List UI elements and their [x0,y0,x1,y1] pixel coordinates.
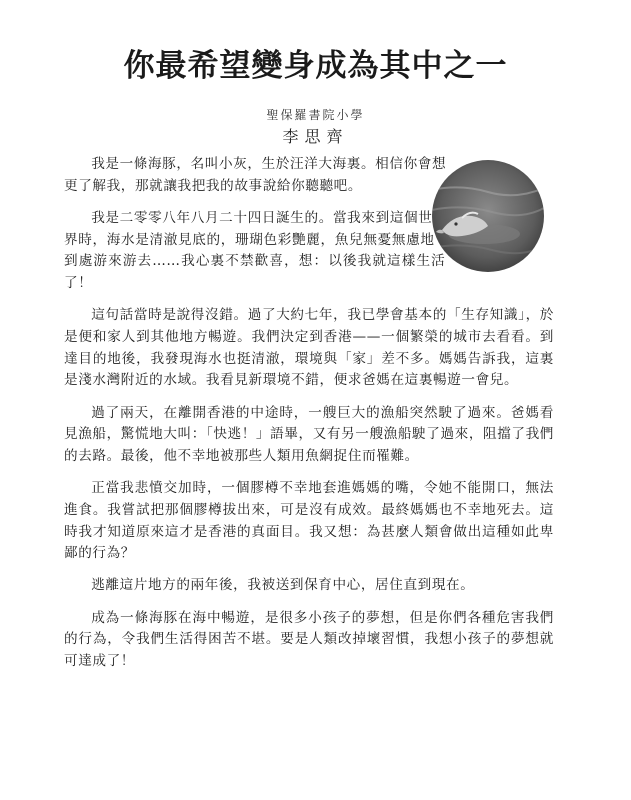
paragraph: 逃離這片地方的兩年後，我被送到保育中心，居住直到現在。 [91,577,475,594]
essay-body [64,154,554,683]
school-name: 聖保羅書院小學 [266,108,365,122]
essay-title: 你最希望變身成為其中之一 [123,48,508,84]
paragraph: 正當我悲憤交加時，一個膠樽不幸地套進媽媽的嘴，令她不能開口，無法進食。我嘗試把那個膠樽拔出來，可是沒有成效。最終媽媽也不幸地死去。這時我才知道原來這才是香港的真面目。我又想：為甚麼人類會做出這種如此卑鄙的行為？ [64,480,554,562]
paragraph: 過了兩天，在離開香港的中途時，一艘巨大的漁船突然駛了過來。爸媽看見漁船，驚慌地大叫：「快逃！」語畢，又有另一艘漁船駛了過來，阻擋了我們的去路。最後，他不幸地被那些人類用魚網捉住而罹難。 [64,404,554,464]
author-name: 李思齊 [282,127,349,146]
photo-wrap-space [432,154,554,274]
paragraph: 我是二零零八年八月二十四日誕生的。當我來到這個世界時，海水是清澈見底的，珊瑚色彩艷麗，魚兒無憂無慮地到處游來游去……我心裏不禁歡喜，想：以後我就這樣生活了！ [64,209,446,292]
paragraph: 這句話當時是說得沒錯。過了大約七年，我已學會基本的「生存知識」，於是便和家人到其他地方暢遊。我們決定到香港——一個繁榮的城市去看看。到達目的地後，我發現海水也挺清澈，環境與「家」差不多。媽媽告訴我，這裏是淺水灣附近的水域。我看見新環境不錯，便求爸媽在這裏暢遊一會兒。 [64,307,554,389]
paragraph: 成為一條海豚在海中暢遊，是很多小孩子的夢想，但是你們各種危害我們的行為，令我們生活得困苦不堪。要是人類改掉壞習慣，我想小孩子的夢想就可達成了！ [64,609,554,670]
paragraph: 我是一條海豚，名叫小灰，生於汪洋大海裏。相信你會想更了解我，那就讓我把我的故事說給你聽聽吧。 [64,156,447,194]
